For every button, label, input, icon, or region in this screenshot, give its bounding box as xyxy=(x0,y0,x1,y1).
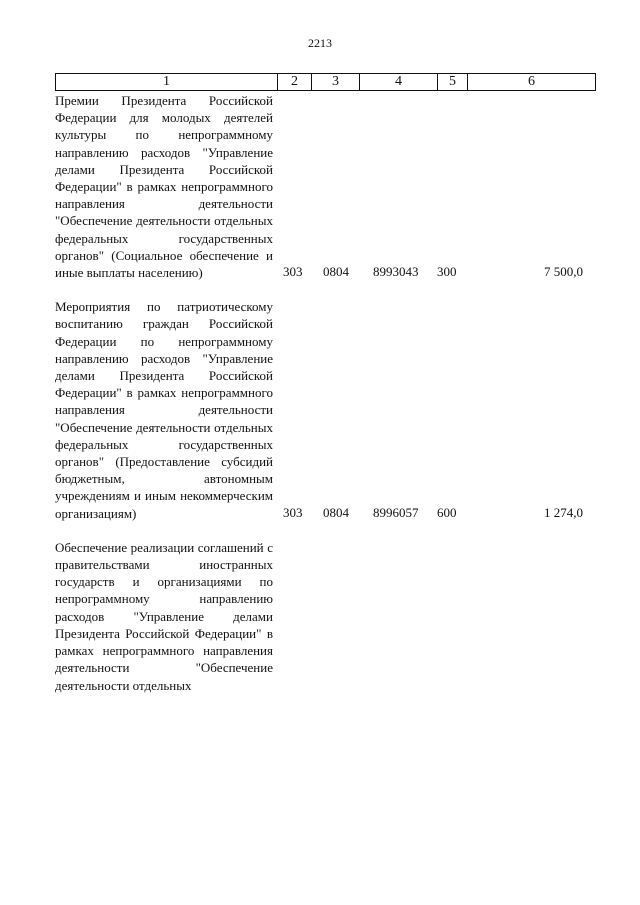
page-number: 2213 xyxy=(308,36,332,50)
header-col-2: 2 xyxy=(278,74,312,90)
row-code-target: 8996057 xyxy=(373,504,419,520)
header-col-3: 3 xyxy=(312,74,360,90)
row-amount: 1 274,0 xyxy=(544,504,583,520)
table-row xyxy=(55,92,594,281)
row-code-expense-type: 600 xyxy=(437,504,457,520)
table-row xyxy=(55,539,594,694)
header-col-6: 6 xyxy=(528,74,535,89)
row-description: Премии Президента Российской Федерации для молодых деятелей культуры по непрограммному направлению расходов "Управление делами Президента Российской Федерации" в рамках непрограммного направления деятельности "Обеспечение деятельности отдельных федеральных государственных органов" (Социальное обеспечение и иные выплаты населению) xyxy=(55,93,273,281)
table-row xyxy=(55,298,594,522)
header-col-5: 5 xyxy=(438,74,468,90)
row-description: Мероприятия по патриотическому воспитанию граждан Российской Федерации по непрограммному направлению расходов "Управление делами Президента Российской Федерации" в рамках непрограммного направления деятельности "Обеспечение деятельности отдельных федеральных государственных органов" (Предоставление субсидий бюджетным, автономным учреждениям и иным некоммерческим организациям) xyxy=(55,299,273,521)
header-col-1: 1 xyxy=(56,74,278,90)
row-code-ministry: 303 xyxy=(283,264,303,280)
row-code-section: 0804 xyxy=(323,264,349,280)
row-code-ministry: 303 xyxy=(283,504,303,520)
row-amount: 7 500,0 xyxy=(544,264,583,280)
row-code-expense-type: 300 xyxy=(437,264,457,280)
table-header xyxy=(55,73,596,91)
row-code-target: 8993043 xyxy=(373,264,419,280)
row-code-section: 0804 xyxy=(323,504,349,520)
table-body xyxy=(55,92,594,711)
row-description: Обеспечение реализации соглашений с правительствами иностранных государств и организациями по непрограммному направлению расходов "Управление делами Президента Российской Федерации" в рамках непрограммного направления деятельности "Обеспечение деятельности отдельных xyxy=(55,539,273,693)
header-col-4: 4 xyxy=(360,74,438,90)
